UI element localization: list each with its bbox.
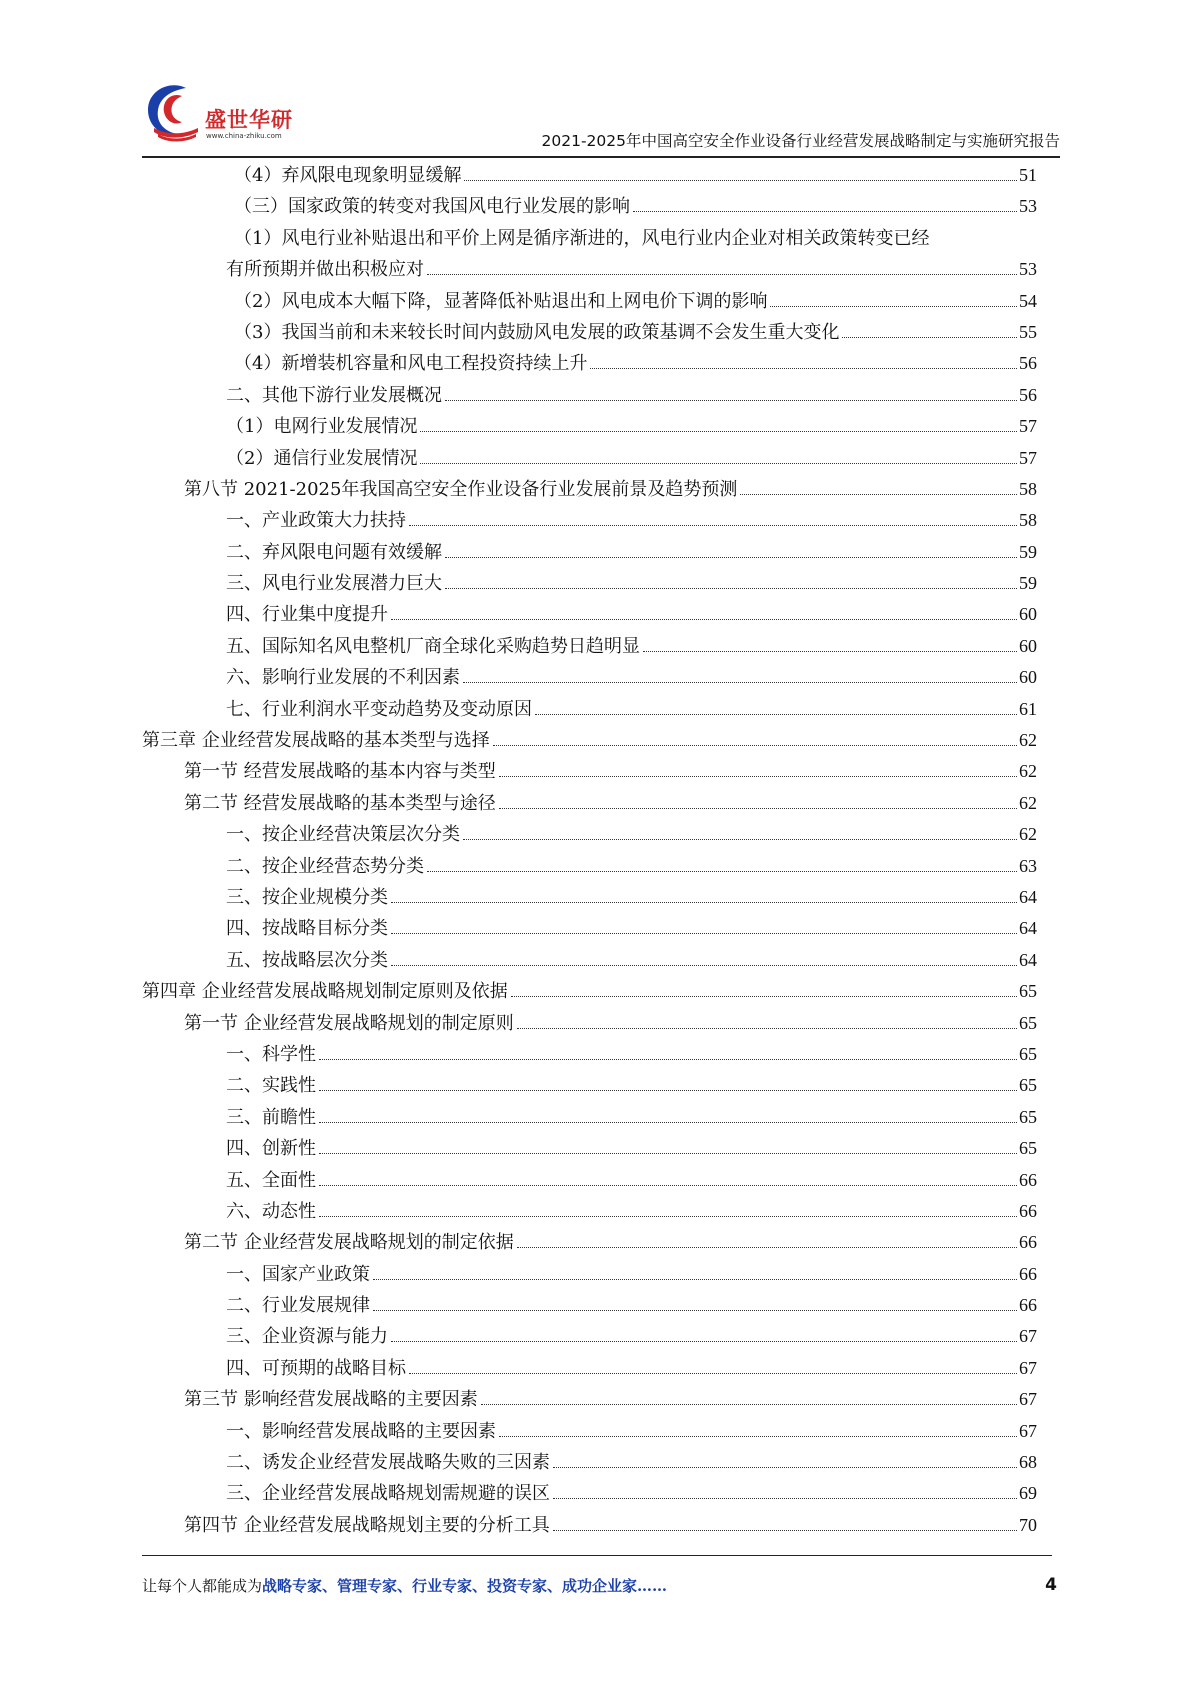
toc-entry-page: 66: [1019, 1232, 1037, 1253]
toc-entry-title: 三、企业资源与能力: [226, 1326, 388, 1348]
toc-entry[interactable]: [142, 537, 1037, 568]
toc-entry[interactable]: [142, 756, 1037, 787]
toc-entry[interactable]: [142, 1259, 1037, 1290]
toc-entry-page: 59: [1019, 541, 1037, 562]
toc-entry-title: （2）通信行业发展情况: [226, 447, 418, 469]
toc-entry-title: （4）弃风限电现象明显缓解: [234, 165, 462, 186]
header-divider: [142, 156, 1060, 158]
toc-leader-dots: [319, 1185, 1017, 1186]
toc-entry-title: 第四节 企业经营发展战略规划主要的分析工具: [184, 1514, 550, 1536]
toc-entry-page: 69: [1019, 1483, 1037, 1504]
toc-entry[interactable]: [142, 882, 1037, 913]
toc-entry-title: 第二节 经营发展战略的基本类型与途径: [184, 792, 496, 814]
toc-entry-page: 65: [1019, 1075, 1037, 1096]
toc-entry-page: 64: [1019, 949, 1037, 970]
toc-leader-dots: [770, 306, 1017, 307]
toc-entry[interactable]: [142, 976, 1037, 1007]
toc-entry-page: 67: [1019, 1420, 1037, 1441]
toc-entry[interactable]: [142, 1353, 1037, 1384]
toc-entry-title: （三）国家政策的转变对我国风电行业发展的影响: [234, 196, 630, 218]
toc-entry-page: 61: [1019, 698, 1037, 719]
toc-entry-title: 六、动态性: [226, 1200, 316, 1222]
toc-entry-title: 七、行业利润水平变动趋势及变动原因: [226, 698, 532, 720]
toc-entry-page: 65: [1019, 1043, 1037, 1064]
toc-leader-dots: [409, 1373, 1017, 1374]
toc-leader-dots: [445, 557, 1017, 558]
toc-entry[interactable]: [142, 913, 1037, 944]
toc-entry-page: 56: [1019, 353, 1037, 374]
toc-entry-page: 53: [1019, 196, 1037, 217]
toc-entry-page: 55: [1019, 321, 1037, 342]
toc-leader-dots: [420, 431, 1017, 432]
toc-entry-page: 65: [1019, 1012, 1037, 1033]
toc-entry-title: 二、按企业经营态势分类: [226, 855, 424, 877]
toc-leader-dots: [481, 1404, 1017, 1405]
brand-name: 盛世华研: [205, 108, 293, 132]
toc-entry[interactable]: [142, 380, 1037, 411]
toc-leader-dots: [319, 1153, 1017, 1154]
brand-url: www.china-zhiku.com: [206, 132, 282, 140]
toc-entry-page: 57: [1019, 447, 1037, 468]
toc-entry[interactable]: [142, 568, 1037, 599]
toc-leader-dots: [427, 274, 1017, 275]
toc-entry-title: 第一节 经营发展战略的基本内容与类型: [184, 761, 496, 783]
toc-entry-title: 三、前瞻性: [226, 1106, 316, 1128]
toc-entry[interactable]: [142, 348, 1037, 379]
toc-entry-page: 64: [1019, 918, 1037, 939]
toc-entry-page: 51: [1019, 165, 1037, 185]
toc-entry-title: 五、国际知名风电整机厂商全球化采购趋势日趋明显: [226, 635, 640, 657]
toc-entry-page: 64: [1019, 886, 1037, 907]
toc-entry-title: 三、按企业规模分类: [226, 886, 388, 908]
toc-leader-dots: [517, 1028, 1017, 1029]
toc-entry-page: 58: [1019, 510, 1037, 531]
toc-leader-dots: [517, 1247, 1017, 1248]
toc-leader-dots: [420, 463, 1017, 464]
toc-leader-dots: [391, 933, 1017, 934]
toc-leader-dots: [427, 871, 1017, 872]
toc-entry[interactable]: [142, 662, 1037, 693]
toc-entry[interactable]: [142, 1196, 1037, 1227]
toc-leader-dots: [553, 1530, 1017, 1531]
toc-entry[interactable]: [142, 1008, 1037, 1039]
brand-logo: [142, 82, 322, 148]
toc-leader-dots: [445, 400, 1017, 401]
toc-entry-title: 第四章 企业经营发展战略规划制定原则及依据: [142, 981, 508, 1003]
toc-leader-dots: [493, 745, 1017, 746]
toc-entry-title: 五、全面性: [226, 1169, 316, 1191]
footer-divider: [142, 1555, 1052, 1556]
toc-entry-title: 第八节 2021-2025年我国高空安全作业设备行业发展前景及趋势预测: [184, 478, 738, 500]
toc-entry-title: 六、影响行业发展的不利因素: [226, 667, 460, 689]
toc-entry[interactable]: [142, 1447, 1037, 1478]
brand-logo-icon: [142, 82, 206, 144]
toc-leader-dots: [842, 337, 1017, 338]
toc-entry[interactable]: [142, 474, 1037, 505]
toc-entry[interactable]: [142, 505, 1037, 536]
toc-leader-dots: [409, 525, 1017, 526]
toc-leader-dots: [553, 1498, 1017, 1499]
toc-entry[interactable]: [142, 191, 1037, 222]
toc-entry[interactable]: [142, 851, 1037, 882]
page-number: 4: [1045, 1575, 1057, 1595]
toc-entry-title: （2）风电成本大幅下降，显著降低补贴退出和上网电价下调的影响: [234, 290, 768, 312]
footer-slogan-prefix: 让每个人都能成为: [142, 1577, 263, 1595]
toc-entry[interactable]: [142, 223, 1037, 254]
toc-entry-title: 第三节 影响经营发展战略的主要因素: [184, 1389, 478, 1411]
toc-entry-title: （4）新增装机容量和风电工程投资持续上升: [234, 353, 588, 375]
toc-entry-page: 63: [1019, 855, 1037, 876]
toc-entry[interactable]: [142, 317, 1037, 348]
toc-entry-page: 70: [1019, 1514, 1037, 1535]
toc-entry-title: 一、科学性: [226, 1043, 316, 1065]
toc-entry-title: 四、创新性: [226, 1138, 316, 1160]
toc-leader-dots: [463, 839, 1017, 840]
toc-entry-page: 67: [1019, 1389, 1037, 1410]
toc-leader-dots: [319, 1090, 1017, 1091]
toc-entry-title: 第一节 企业经营发展战略规划的制定原则: [184, 1012, 514, 1034]
toc-entry-title: 第三章 企业经营发展战略的基本类型与选择: [142, 730, 490, 752]
toc-entry-page: 54: [1019, 290, 1037, 311]
toc-entry[interactable]: [142, 160, 1037, 191]
toc-leader-dots: [464, 180, 1017, 181]
toc-entry-title: 第二节 企业经营发展战略规划的制定依据: [184, 1232, 514, 1254]
toc-entry-page: 65: [1019, 1138, 1037, 1159]
toc-entry[interactable]: [142, 1227, 1037, 1258]
toc-entry-title: 一、产业政策大力扶持: [226, 510, 406, 532]
toc-leader-dots: [391, 965, 1017, 966]
toc-entry-page: 60: [1019, 635, 1037, 656]
toc-entry-page: 67: [1019, 1357, 1037, 1378]
toc-entry-title: 一、按企业经营决策层次分类: [226, 824, 460, 846]
toc-entry[interactable]: [142, 1384, 1037, 1415]
toc-leader-dots: [373, 1279, 1017, 1280]
page-header: [142, 82, 1060, 150]
toc-entry-title: 五、按战略层次分类: [226, 949, 388, 971]
toc-entry-page: 57: [1019, 416, 1037, 437]
toc-entry-page: 66: [1019, 1295, 1037, 1316]
toc-entry[interactable]: [142, 1290, 1037, 1321]
toc-leader-dots: [499, 808, 1017, 809]
toc-entry[interactable]: [142, 725, 1037, 756]
toc-entry[interactable]: [142, 819, 1037, 850]
toc-leader-dots: [740, 494, 1017, 495]
toc-entry-title: （3）我国当前和未来较长时间内鼓励风电发展的政策基调不会发生重大变化: [234, 321, 840, 343]
toc-entry-title: 二、实践性: [226, 1075, 316, 1097]
toc-entry-page: 60: [1019, 667, 1037, 688]
toc-entry-page: 62: [1019, 792, 1037, 813]
toc-entry[interactable]: [142, 945, 1037, 976]
toc-entry-page: 62: [1019, 730, 1037, 751]
document-title: 2021-2025年中国高空安全作业设备行业经营发展战略制定与实施研究报告: [541, 132, 1060, 150]
toc-leader-dots: [590, 368, 1017, 369]
toc-entry[interactable]: [142, 1321, 1037, 1352]
page-footer: [142, 1575, 1057, 1596]
footer-slogan-emphasis: 战略专家、管理专家、行业专家、投资专家、成功企业家……: [262, 1577, 668, 1595]
toc-entry-title: 四、可预期的战略目标: [226, 1357, 406, 1379]
toc-leader-dots: [373, 1310, 1017, 1311]
toc-entry-title: 三、风电行业发展潜力巨大: [226, 573, 442, 595]
toc-entry[interactable]: [142, 1478, 1037, 1509]
toc-entry-title: 一、影响经营发展战略的主要因素: [226, 1420, 496, 1442]
toc-entry[interactable]: [142, 1070, 1037, 1101]
toc-entry-title: （1）电网行业发展情况: [226, 416, 418, 438]
toc-leader-dots: [319, 1122, 1017, 1123]
toc-entry[interactable]: [142, 411, 1037, 442]
toc-entry-page: 62: [1019, 824, 1037, 845]
toc-entry-page: 59: [1019, 573, 1037, 594]
toc-leader-dots: [391, 902, 1017, 903]
toc-entry[interactable]: [142, 254, 1037, 285]
toc-entry[interactable]: [142, 443, 1037, 474]
toc-entry-page: 66: [1019, 1169, 1037, 1190]
toc-leader-dots: [499, 1436, 1017, 1437]
toc-entry[interactable]: [142, 631, 1037, 662]
toc-entry-title: 二、其他下游行业发展概况: [226, 384, 442, 406]
toc-entry[interactable]: [142, 1102, 1037, 1133]
toc-entry-page: 53: [1019, 259, 1037, 280]
toc-entry[interactable]: [142, 1165, 1037, 1196]
toc-entry-title: 二、行业发展规律: [226, 1295, 370, 1317]
toc-leader-dots: [391, 1341, 1017, 1342]
toc-leader-dots: [535, 714, 1017, 715]
toc-entry-page: 62: [1019, 761, 1037, 782]
toc-leader-dots: [319, 1059, 1017, 1060]
toc-entry-title: 一、国家产业政策: [226, 1263, 370, 1285]
toc-leader-dots: [319, 1216, 1017, 1217]
toc-entry-title: 二、弃风限电问题有效缓解: [226, 541, 442, 563]
toc-entry[interactable]: [142, 286, 1037, 317]
toc-entry-page: 65: [1019, 1106, 1037, 1127]
toc-leader-dots: [391, 619, 1017, 620]
toc-entry[interactable]: [142, 1039, 1037, 1070]
toc-leader-dots: [633, 211, 1017, 212]
toc-leader-dots: [499, 776, 1017, 777]
toc-entry-title: 四、行业集中度提升: [226, 604, 388, 626]
toc-entry[interactable]: [142, 694, 1037, 725]
toc-leader-dots: [511, 996, 1017, 997]
toc-entry-page: 56: [1019, 384, 1037, 405]
toc-entry-page: 66: [1019, 1200, 1037, 1221]
toc-entry-page: 68: [1019, 1452, 1037, 1473]
toc-leader-dots: [463, 682, 1017, 683]
toc-leader-dots: [445, 588, 1017, 589]
toc-entry-title: 有所预期并做出积极应对: [226, 259, 424, 281]
table-of-contents: [142, 160, 1037, 1541]
toc-entry-page: 67: [1019, 1326, 1037, 1347]
toc-entry-title: 三、企业经营发展战略规划需规避的误区: [226, 1483, 550, 1505]
toc-leader-dots: [643, 651, 1017, 652]
toc-entry[interactable]: [142, 788, 1037, 819]
toc-entry-title: 四、按战略目标分类: [226, 918, 388, 940]
toc-entry-page: 66: [1019, 1263, 1037, 1284]
toc-entry[interactable]: [142, 1133, 1037, 1164]
toc-entry[interactable]: [142, 1416, 1037, 1447]
toc-entry-page: 65: [1019, 981, 1037, 1002]
toc-leader-dots: [553, 1467, 1017, 1468]
toc-entry[interactable]: [142, 1510, 1037, 1541]
toc-entry-title: 二、诱发企业经营发展战略失败的三因素: [226, 1452, 550, 1474]
toc-entry-page: 58: [1019, 478, 1037, 499]
toc-entry[interactable]: [142, 599, 1037, 630]
toc-entry-page: 60: [1019, 604, 1037, 625]
toc-entry-title: （1）风电行业补贴退出和平价上网是循序渐进的，风电行业内企业对相关政策转变已经: [234, 227, 930, 249]
